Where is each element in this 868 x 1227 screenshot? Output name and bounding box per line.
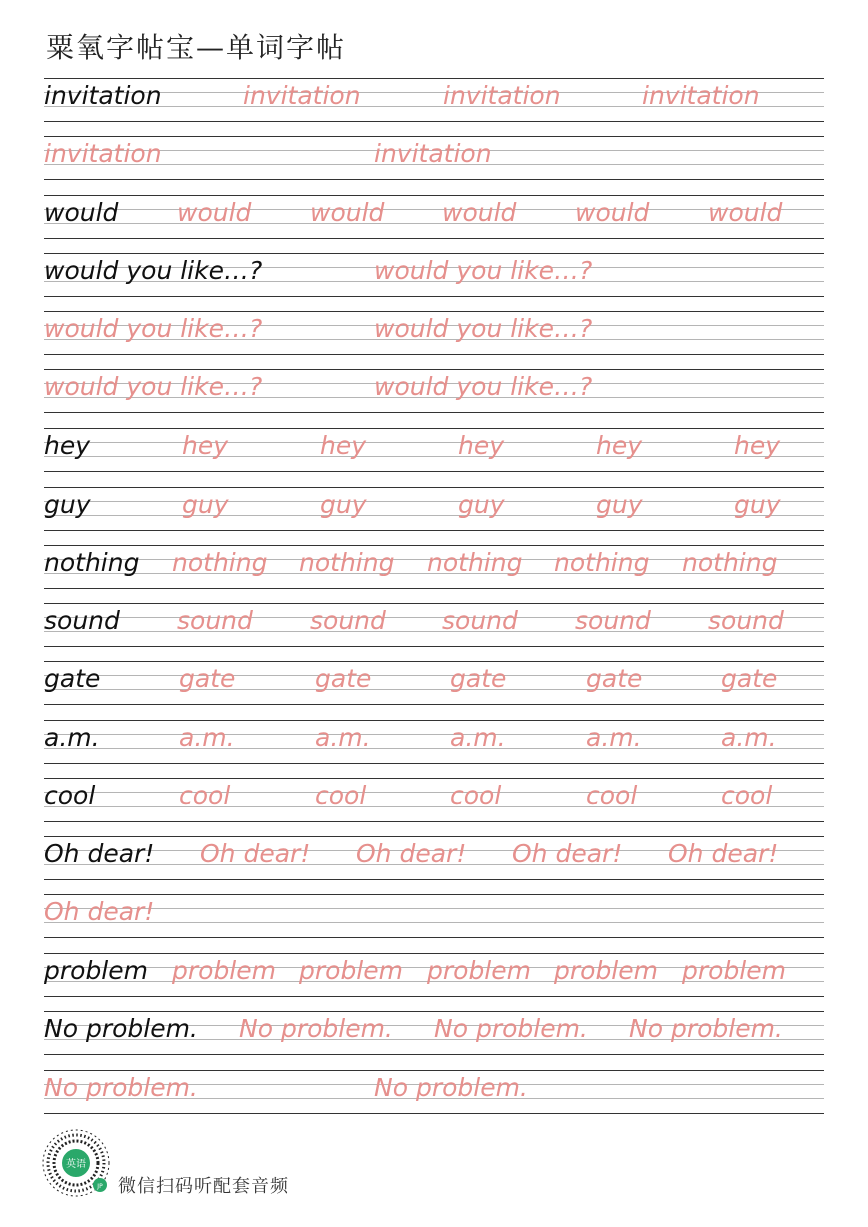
trace-word: problem: [172, 956, 276, 985]
practice-row: [44, 545, 824, 589]
ruling-line: [44, 922, 824, 923]
trace-word: nothing: [172, 548, 268, 577]
ruling-line: [44, 734, 824, 735]
ruling-line: [44, 806, 824, 807]
trace-word: nothing: [554, 548, 650, 577]
trace-word: guy: [596, 490, 643, 519]
ruling-line: [44, 1113, 824, 1114]
trace-word: No problem.: [434, 1014, 588, 1043]
ruling-line: [44, 428, 824, 429]
ruling-line: [44, 354, 824, 355]
ruling-line: [44, 704, 824, 705]
practice-row: [44, 953, 824, 997]
practice-row: [44, 1011, 824, 1055]
trace-word: would: [708, 198, 783, 227]
ruling-line: [44, 238, 824, 239]
ruling-line: [44, 836, 824, 837]
model-word: would: [44, 198, 119, 227]
ruling-line: [44, 996, 824, 997]
ruling-line: [44, 136, 824, 137]
ruling-line: [44, 588, 824, 589]
trace-word: invitation: [374, 139, 492, 168]
ruling-line: [44, 792, 824, 793]
practice-row: [44, 195, 824, 239]
practice-row: [44, 78, 824, 122]
trace-word: would you like…?: [374, 314, 593, 343]
ruling-line: [44, 617, 824, 618]
model-word: Oh dear!: [44, 839, 155, 868]
ruling-line: [44, 487, 824, 488]
trace-word: gate: [450, 664, 507, 693]
trace-word: gate: [586, 664, 643, 693]
ruling-line: [44, 530, 824, 531]
practice-row: [44, 1070, 824, 1114]
model-word: nothing: [44, 548, 140, 577]
ruling-line: [44, 412, 824, 413]
practice-row: [44, 487, 824, 531]
trace-word: gate: [721, 664, 778, 693]
trace-word: Oh dear!: [356, 839, 467, 868]
trace-word: cool: [721, 781, 773, 810]
ruling-line: [44, 179, 824, 180]
trace-word: would you like…?: [374, 372, 593, 401]
qr-code-icon[interactable]: [40, 1127, 112, 1199]
trace-word: sound: [442, 606, 518, 635]
ruling-line: [44, 442, 824, 443]
trace-word: No problem.: [44, 1073, 198, 1102]
qr-badge-text: 英语: [66, 1159, 86, 1170]
trace-word: would: [177, 198, 252, 227]
trace-word: hey: [734, 431, 781, 460]
trace-word: invitation: [44, 139, 162, 168]
ruling-line: [44, 763, 824, 764]
trace-word: problem: [682, 956, 786, 985]
trace-word: a.m.: [450, 723, 506, 752]
practice-row: [44, 311, 824, 355]
trace-word: Oh dear!: [44, 897, 155, 926]
trace-word: would: [575, 198, 650, 227]
ruling-line: [44, 223, 824, 224]
trace-word: Oh dear!: [668, 839, 779, 868]
ruling-line: [44, 296, 824, 297]
page-title: 粟氧字帖宝—单词字帖: [46, 31, 347, 64]
trace-word: a.m.: [179, 723, 235, 752]
ruling-line: [44, 953, 824, 954]
model-word: guy: [44, 490, 91, 519]
practice-row: [44, 894, 824, 938]
trace-word: guy: [458, 490, 505, 519]
ruling-line: [44, 778, 824, 779]
ruling-line: [44, 720, 824, 721]
trace-word: hey: [458, 431, 505, 460]
trace-word: would: [442, 198, 517, 227]
model-word: gate: [44, 664, 101, 693]
ruling-line: [44, 209, 824, 210]
ruling-line: [44, 78, 824, 79]
ruling-line: [44, 545, 824, 546]
trace-word: invitation: [443, 81, 561, 110]
trace-word: nothing: [427, 548, 523, 577]
trace-word: guy: [182, 490, 229, 519]
trace-word: cool: [315, 781, 367, 810]
trace-word: invitation: [642, 81, 760, 110]
trace-word: No problem.: [239, 1014, 393, 1043]
ruling-line: [44, 689, 824, 690]
model-word: problem: [44, 956, 148, 985]
ruling-line: [44, 471, 824, 472]
model-word: invitation: [44, 81, 162, 110]
trace-word: gate: [315, 664, 372, 693]
trace-word: problem: [427, 956, 531, 985]
trace-word: sound: [177, 606, 253, 635]
trace-word: a.m.: [721, 723, 777, 752]
trace-word: problem: [554, 956, 658, 985]
model-word: cool: [44, 781, 96, 810]
ruling-line: [44, 894, 824, 895]
ruling-line: [44, 937, 824, 938]
trace-word: hey: [320, 431, 367, 460]
practice-row: [44, 136, 824, 180]
trace-word: Oh dear!: [512, 839, 623, 868]
trace-word: a.m.: [315, 723, 371, 752]
model-word: No problem.: [44, 1014, 198, 1043]
practice-row: [44, 253, 824, 297]
trace-word: sound: [310, 606, 386, 635]
trace-word: No problem.: [629, 1014, 783, 1043]
ruling-line: [44, 603, 824, 604]
practice-row: [44, 836, 824, 880]
ruling-line: [44, 675, 824, 676]
trace-word: would you like…?: [374, 256, 593, 285]
ruling-line: [44, 369, 824, 370]
practice-row: [44, 603, 824, 647]
trace-word: hey: [182, 431, 229, 460]
trace-word: Oh dear!: [200, 839, 311, 868]
trace-word: sound: [575, 606, 651, 635]
ruling-line: [44, 661, 824, 662]
ruling-line: [44, 1070, 824, 1071]
ruling-line: [44, 631, 824, 632]
ruling-line: [44, 121, 824, 122]
trace-word: would you like…?: [44, 372, 263, 401]
practice-row: [44, 720, 824, 764]
ruling-line: [44, 1011, 824, 1012]
trace-word: would: [310, 198, 385, 227]
ruling-line: [44, 748, 824, 749]
trace-word: guy: [734, 490, 781, 519]
trace-word: nothing: [299, 548, 395, 577]
practice-row: [44, 428, 824, 472]
trace-word: sound: [708, 606, 784, 635]
model-word: would you like…?: [44, 256, 263, 285]
qr-corner-text: JP: [97, 1183, 103, 1190]
trace-word: problem: [299, 956, 403, 985]
model-word: hey: [44, 431, 91, 460]
practice-row: [44, 369, 824, 413]
trace-word: cool: [179, 781, 231, 810]
ruling-line: [44, 908, 824, 909]
ruling-line: [44, 311, 824, 312]
ruling-line: [44, 821, 824, 822]
practice-row: [44, 661, 824, 705]
ruling-line: [44, 501, 824, 502]
ruling-line: [44, 515, 824, 516]
model-word: a.m.: [44, 723, 100, 752]
ruling-line: [44, 456, 824, 457]
ruling-line: [44, 253, 824, 254]
trace-word: gate: [179, 664, 236, 693]
trace-word: would you like…?: [44, 314, 263, 343]
trace-word: cool: [586, 781, 638, 810]
model-word: sound: [44, 606, 120, 635]
trace-word: guy: [320, 490, 367, 519]
practice-row: [44, 778, 824, 822]
ruling-line: [44, 879, 824, 880]
trace-word: hey: [596, 431, 643, 460]
trace-word: invitation: [243, 81, 361, 110]
trace-word: nothing: [682, 548, 778, 577]
trace-word: a.m.: [586, 723, 642, 752]
ruling-line: [44, 1054, 824, 1055]
footer-caption: 微信扫码听配套音频: [118, 1176, 289, 1197]
ruling-line: [44, 646, 824, 647]
trace-word: No problem.: [374, 1073, 528, 1102]
trace-word: cool: [450, 781, 502, 810]
ruling-line: [44, 195, 824, 196]
